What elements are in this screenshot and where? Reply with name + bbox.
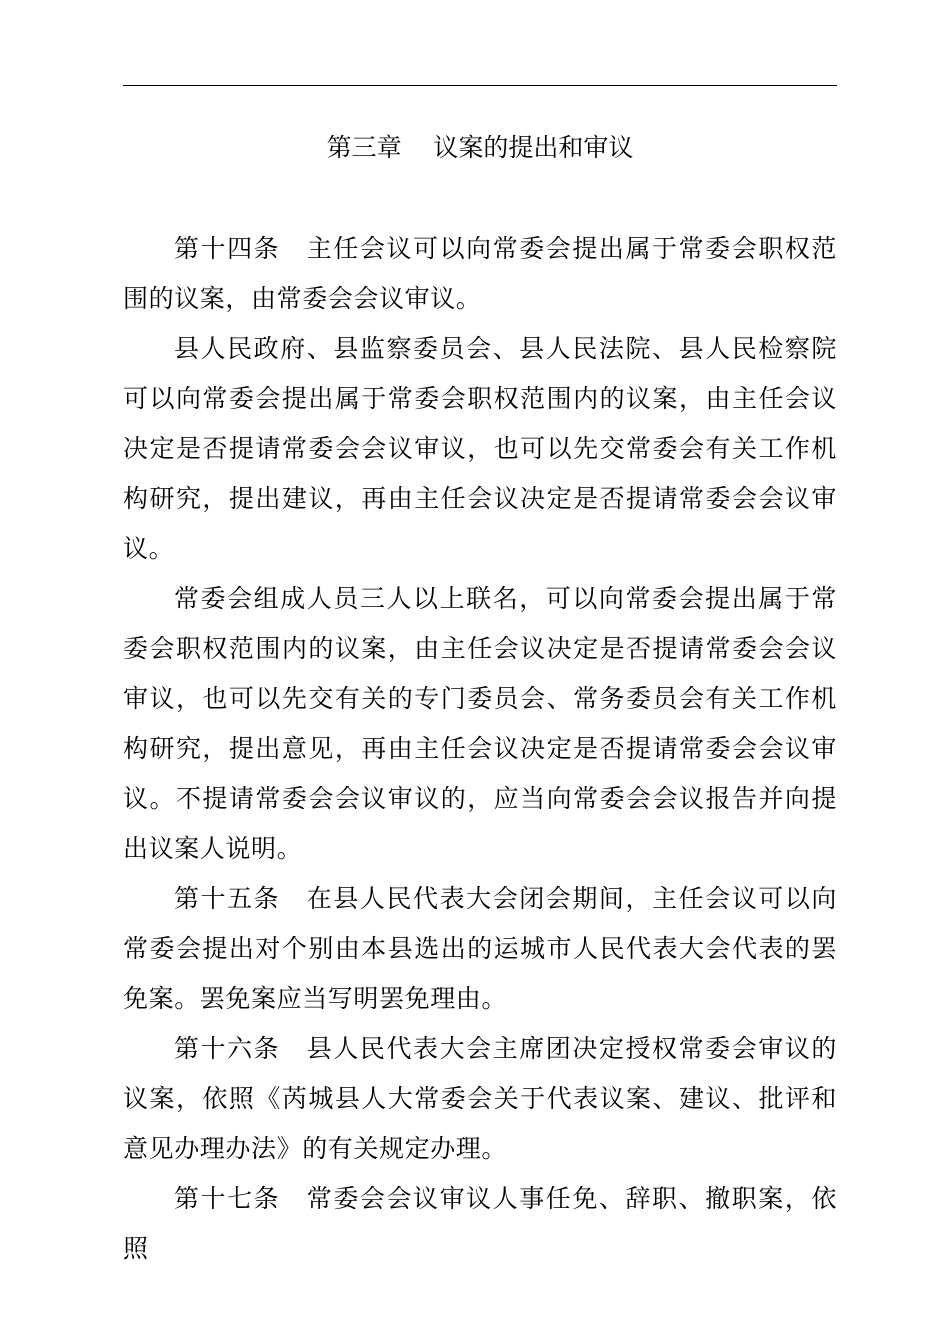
chapter-title: 第三章 议案的提出和审议 [326, 133, 634, 162]
article-15-paragraph: 第十五条 在县人民代表大会闭会期间，主任会议可以向常委会提出对个别由本县选出的运城市人民代表大会代表的罢免案。罢免案应当写明罢免理由。 [123, 884, 837, 1013]
header-rule [123, 85, 837, 86]
article-16-paragraph: 第十六条 县人民代表大会主席团决定授权常委会审议的议案，依照《芮城县人大常委会关于代表议案、建议、批评和意见办理办法》的有关规定办理。 [123, 1034, 837, 1163]
body-text [123, 224, 837, 1274]
article-14-paragraph-3: 常委会组成人员三人以上联名，可以向常委会提出属于常委会职权范围内的议案，由主任会议决定是否提请常委会会议审议，也可以先交有关的专门委员会、常务委员会有关工作机构研究，提出意见，再由主任会议决定是否提请常委会会议审议。不提请常委会会议审议的，应当向常委会会议报告并向提出议案人说明。 [123, 584, 837, 863]
article-17-paragraph: 第十七条 常委会会议审议人事任免、辞职、撤职案，依照 [123, 1184, 837, 1263]
article-14-paragraph-2: 县人民政府、县监察委员会、县人民法院、县人民检察院可以向常委会提出属于常委会职权范围内的议案，由主任会议决定是否提请常委会会议审议，也可以先交常委会有关工作机构研究，提出建议，再由主任会议决定是否提请常委会会议审议。 [123, 334, 837, 563]
article-14-paragraph: 第十四条 主任会议可以向常委会提出属于常委会职权范围的议案，由常委会会议审议。 [123, 234, 837, 313]
